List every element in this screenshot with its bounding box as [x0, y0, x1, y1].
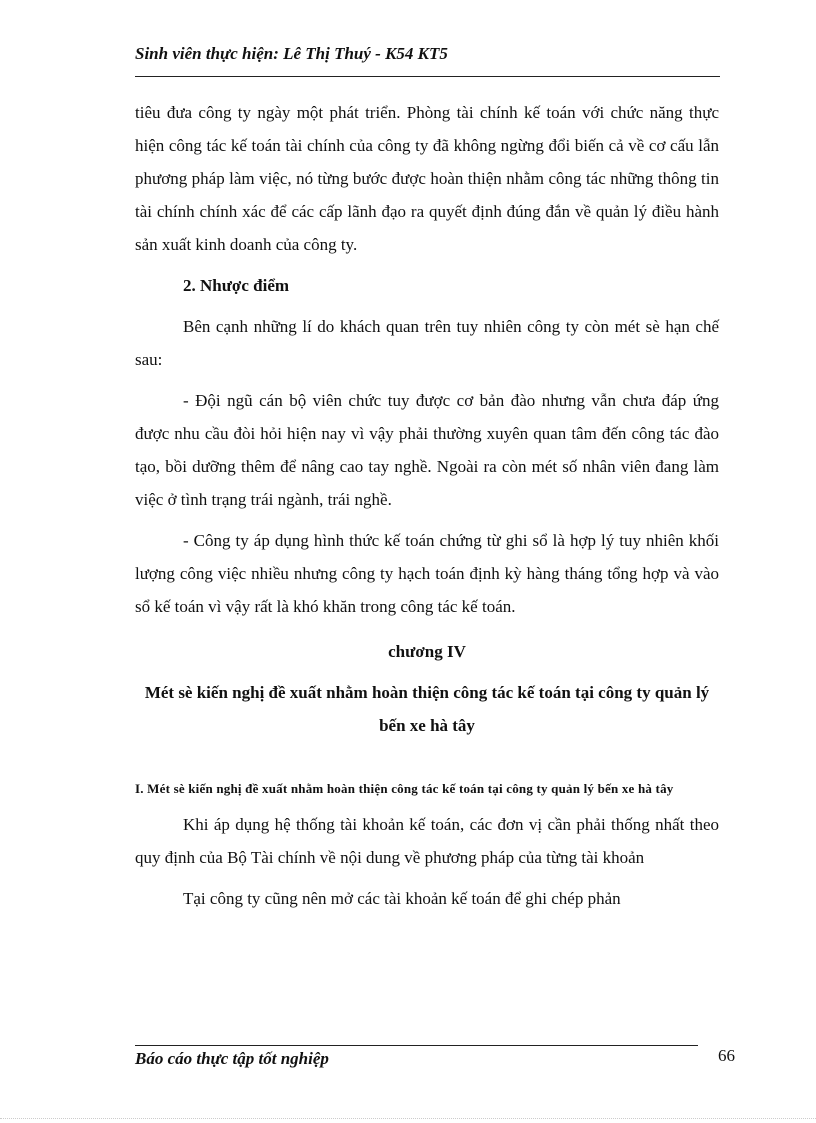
page-header: Sinh viên thực hiện: Lê Thị Thuý - K54 KT5	[135, 44, 448, 63]
chapter-label: chương IV	[388, 642, 466, 661]
paragraph-account-system: Khi áp dụng hệ thống tài khoản kế toán, các đơn vị cần phải thống nhất theo quy định của Bộ Tài chính về nội dung về phương pháp của từng tài khoản	[135, 815, 719, 867]
section-title: I. Mét sè kiến nghị đề xuất nhằm hoàn thiện công tác kế toán tại công ty quản lý bến xe hà tây	[135, 781, 674, 796]
paragraph-accounting-form: - Công ty áp dụng hình thức kế toán chứng từ ghi sổ là hợp lý tuy nhiên khối lượng công việc nhiều nhưng công ty hạch toán định kỳ hàng tháng tổng hợp và vào sổ kế toán vì vậy rất là khó khăn trong công tác kế toán.	[135, 531, 719, 616]
document-body	[135, 96, 719, 923]
paragraph-open-accounts: Tại công ty cũng nên mở các tài khoản kế toán để ghi chép phản	[183, 889, 621, 908]
paragraph-limitations: Bên cạnh những lí do khách quan trên tuy nhiên công ty còn mét sè hạn chế sau:	[135, 317, 719, 369]
section-heading-weaknesses: 2. Nhược điểm	[183, 276, 290, 295]
footer-divider	[135, 1045, 698, 1046]
header-divider	[135, 76, 720, 77]
page-bottom-border	[0, 1118, 816, 1119]
paragraph-staff: - Đội ngũ cán bộ viên chức tuy được cơ bản đào nhưng vẫn chưa đáp ứng được nhu cầu đòi hỏi hiện nay vì vậy phải thường xuyên quan tâm đến công tác đào tạo, bồi dưỡng thêm để nâng cao tay nghề. Ngoài ra còn mét số nhân viên đang làm việc ở tình trạng trái ngành, trái nghề.	[135, 391, 719, 509]
chapter-title: Mét sè kiến nghị đề xuất nhằm hoàn thiện công tác kế toán tại công ty quản lý bến xe hà tây	[144, 683, 710, 735]
page-number: 66	[718, 1046, 735, 1065]
paragraph-intro: tiêu đưa công ty ngày một phát triển. Phòng tài chính kế toán với chức năng thực hiện công tác kế toán tài chính của công ty đã không ngừng đổi biến cả về cơ cấu lẫn phương pháp làm việc, nó từng bước được hoàn thiện nhằm công tác những thông tin tài chính chính xác để các cấp lãnh đạo ra quyết định đúng đắn về quản lý điều hành sản xuất kinh doanh của công ty.	[135, 103, 719, 254]
page-footer: Báo cáo thực tập tốt nghiệp	[135, 1049, 329, 1068]
